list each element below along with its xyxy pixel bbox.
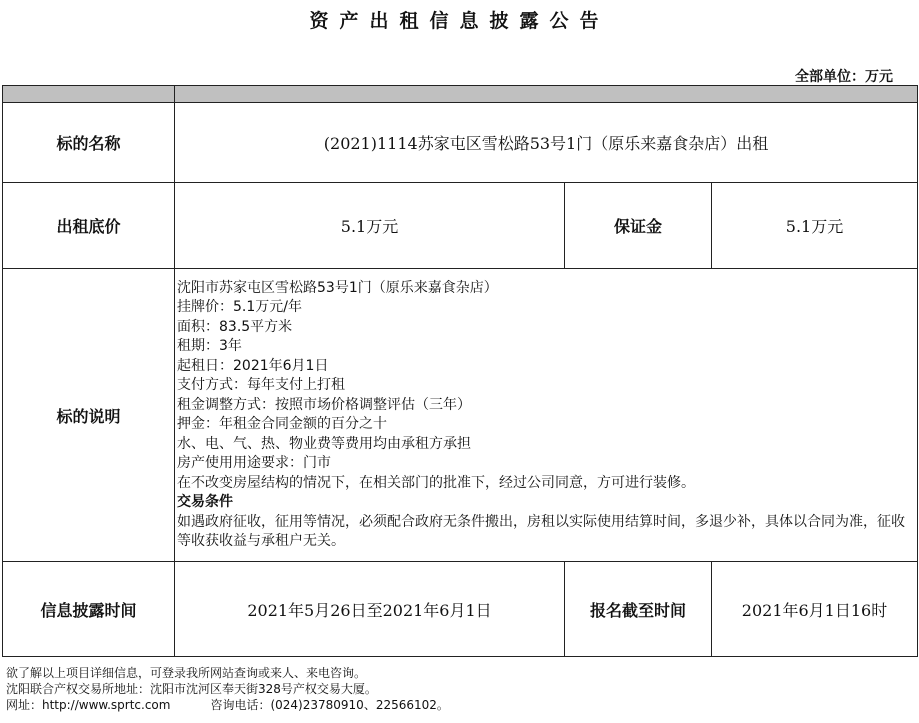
header-bar — [3, 86, 918, 103]
desc-line: 面积：83.5平方米 — [177, 318, 293, 335]
deadline-label: 报名截至时间 — [565, 562, 712, 657]
period-row — [3, 562, 918, 657]
desc-line: 租期：3年 — [177, 338, 242, 354]
price-label: 出租底价 — [3, 183, 175, 269]
conditions-text: 如遇政府征收，征用等情况，必须配合政府无条件搬出，房租以实际使用结算时间，多退少补，具体以合同为准，征收等收获收益与承租户无关。 — [177, 513, 905, 549]
desc-line: 支付方式：每年支付上打租 — [177, 377, 345, 393]
footer-line-1: 欲了解以上项目详细信息，可登录我所网站查询或来人、来电咨询。 — [6, 666, 367, 680]
footer-line-3 — [6, 697, 449, 713]
price-row — [3, 183, 918, 269]
desc-line: 房产使用用途要求：门市 — [177, 455, 331, 471]
desc-line: 沈阳市苏家屯区雪松路53号1门（原乐来嘉食杂店） — [177, 279, 498, 296]
deadline-value: 2021年6月1日16时 — [712, 562, 918, 657]
desc-line: 水、电、气、热、物业费等费用均由承租方承担 — [177, 435, 471, 452]
deposit-value: 5.1万元 — [712, 183, 918, 269]
desc-line: 挂牌价：5.1万元/年 — [177, 299, 302, 315]
desc-line: 租金调整方式：按照市场价格调整评估（三年） — [177, 396, 471, 413]
website-link[interactable]: 网址：http://www.sprtc.com — [6, 698, 171, 712]
conditions-title: 交易条件 — [177, 494, 233, 510]
header-cell-left — [3, 86, 175, 103]
footer — [6, 665, 449, 713]
header-cell-right — [175, 86, 918, 103]
phone-info: 咨询电话：(024)23780910、22566102。 — [210, 698, 449, 712]
price-value: 5.1万元 — [175, 183, 565, 269]
description-row — [3, 269, 918, 562]
desc-line: 押金：年租金合同金额的百分之十 — [177, 416, 387, 432]
description-label: 标的说明 — [3, 269, 175, 562]
desc-line: 起租日：2021年6月1日 — [177, 357, 329, 374]
name-value: (2021)1114苏家屯区雪松路53号1门（原乐来嘉食杂店）出租 — [175, 103, 918, 183]
deposit-label: 保证金 — [565, 183, 712, 269]
period-label: 信息披露时间 — [3, 562, 175, 657]
page-title: 资产出租信息披露公告 — [309, 10, 610, 32]
description-content — [175, 269, 918, 562]
desc-line: 在不改变房屋结构的情况下，在相关部门的批准下，经过公司同意，方可进行装修。 — [177, 474, 695, 491]
name-label: 标的名称 — [3, 103, 175, 183]
footer-line-2: 沈阳联合产权交易所地址：沈阳市沈河区奉天街328号产权交易大厦。 — [6, 682, 377, 696]
period-value: 2021年5月26日至2021年6月1日 — [175, 562, 565, 657]
unit-note: 全部单位：万元 — [795, 69, 893, 85]
name-row — [3, 103, 918, 183]
announcement-table — [2, 85, 918, 657]
